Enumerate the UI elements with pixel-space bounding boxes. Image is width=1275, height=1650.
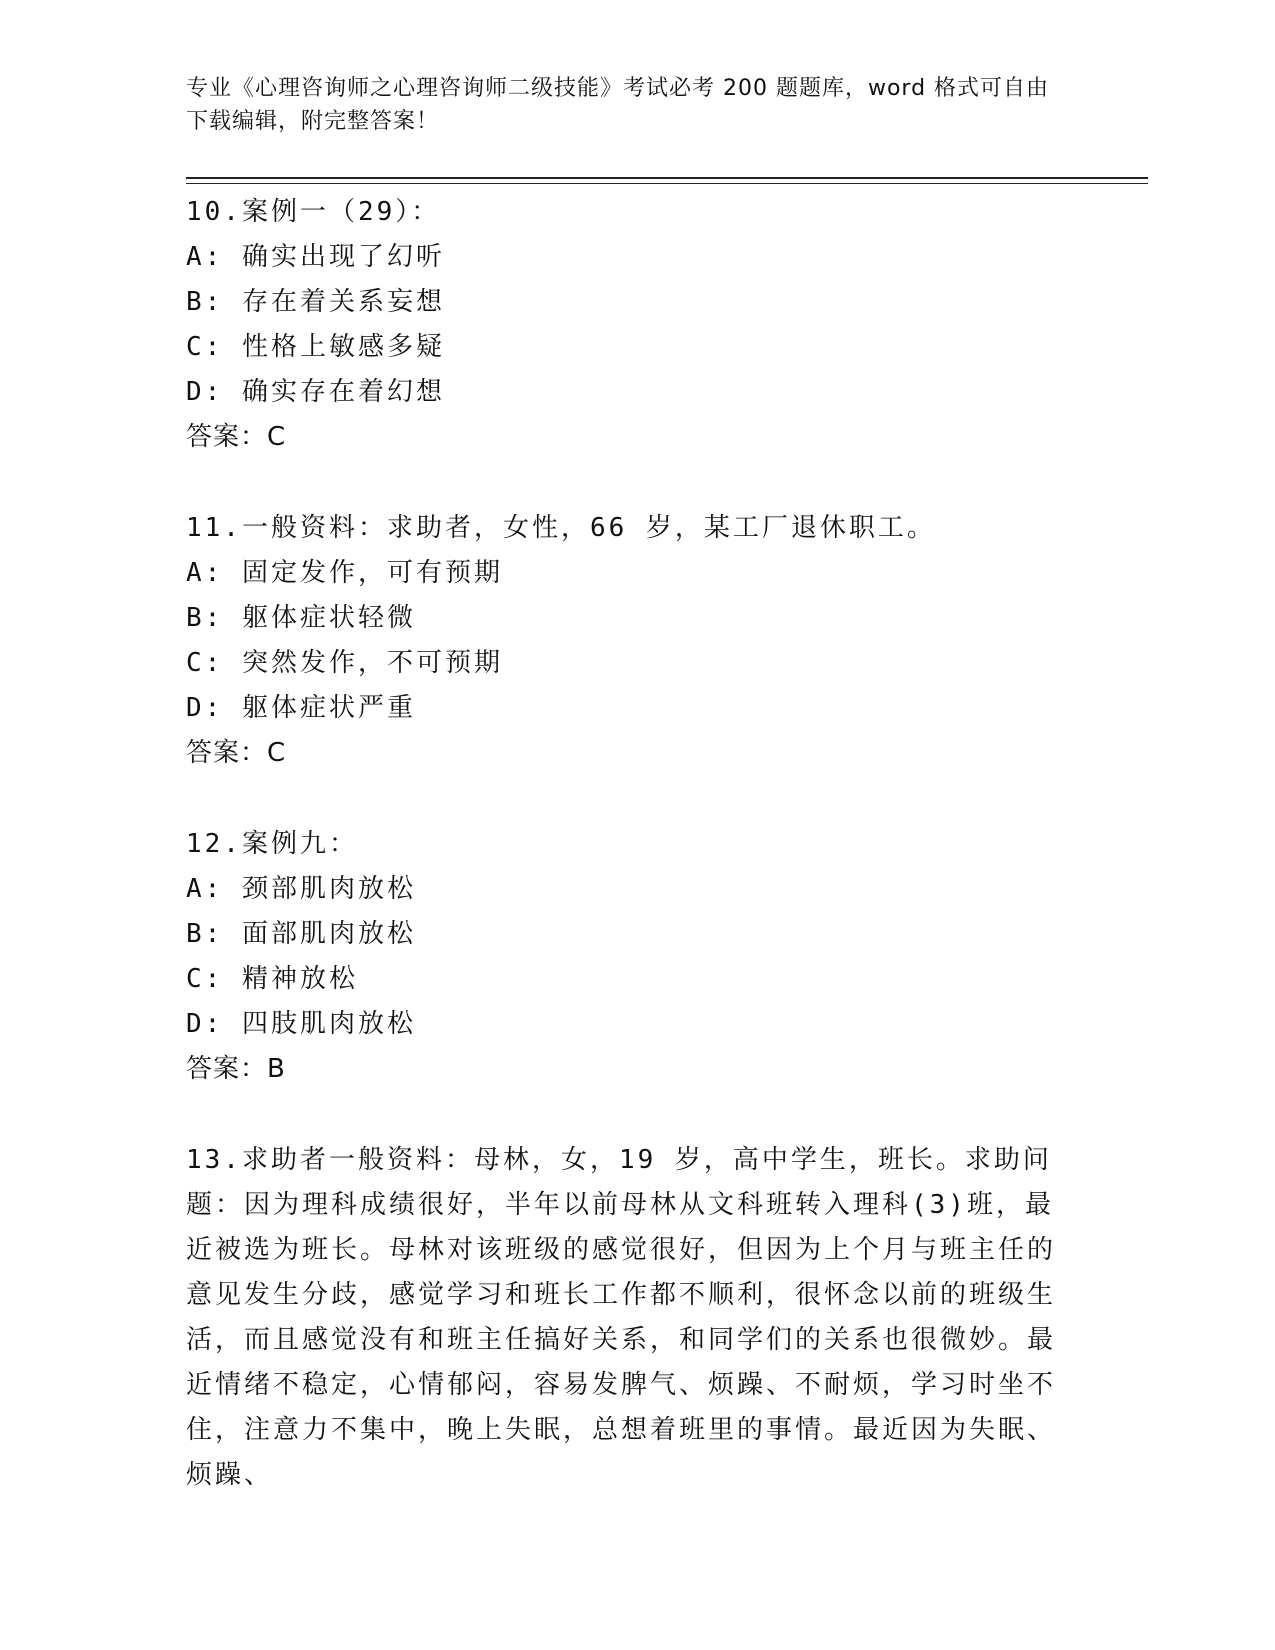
question-title: 12.案例九：: [186, 829, 358, 859]
option-c: C: 性格上敏感多疑: [186, 332, 445, 362]
option-b: B: 存在着关系妄想: [186, 287, 445, 317]
header-rule-thin: [186, 183, 1148, 184]
answer: 答案：C: [186, 422, 287, 452]
question-list: [186, 190, 1086, 1498]
option-b: B: 躯体症状轻微: [186, 603, 416, 633]
spacer: [186, 460, 1086, 506]
document-header: 专业《心理咨询师之心理咨询师二级技能》考试必考 200 题题库，word 格式可自由下载编辑，附完整答案！: [186, 76, 1050, 134]
option-d: D: 四肢肌肉放松: [186, 1009, 416, 1039]
option-a: A: 确实出现了幻听: [186, 242, 445, 272]
question-title: 10.案例一（29）：: [186, 197, 441, 227]
answer: 答案：B: [186, 1054, 286, 1084]
question-10: [186, 190, 1086, 460]
spacer: [186, 776, 1086, 822]
option-d: D: 确实存在着幻想: [186, 377, 445, 407]
option-b: B: 面部肌肉放松: [186, 919, 416, 949]
option-c: C: 突然发作，不可预期: [186, 648, 503, 678]
question-title: 11.一般资料：求助者，女性，66 岁，某工厂退休职工。: [186, 513, 936, 543]
spacer: [186, 1092, 1086, 1138]
option-d: D: 躯体症状严重: [186, 693, 416, 723]
option-a: A: 固定发作，可有预期: [186, 558, 503, 588]
answer: 答案：C: [186, 738, 287, 768]
option-c: C: 精神放松: [186, 964, 358, 994]
option-a: A: 颈部肌肉放松: [186, 874, 416, 904]
header-rule-thick: [186, 177, 1148, 179]
question-12: [186, 822, 1086, 1092]
question-13: 13.求助者一般资料：母林，女，19 岁，高中学生，班长。求助问题：因为理科成绩很好，半年以前母林从文科班转入理科(3)班，最近被选为班长。母林对该班级的感觉很好，但因为上个月与班主任的意见发生分歧，感觉学习和班长工作都不顺利，很怀念以前的班级生活，而且感觉没有和班主任搞好关系，和同学们的关系也很微妙。最近情绪不稳定，心情郁闷，容易发脾气、烦躁、不耐烦，学习时坐不住，注意力不集中，晚上失眠，总想着班里的事情。最近因为失眠、烦躁、: [186, 1145, 1057, 1490]
question-11: [186, 506, 1086, 776]
